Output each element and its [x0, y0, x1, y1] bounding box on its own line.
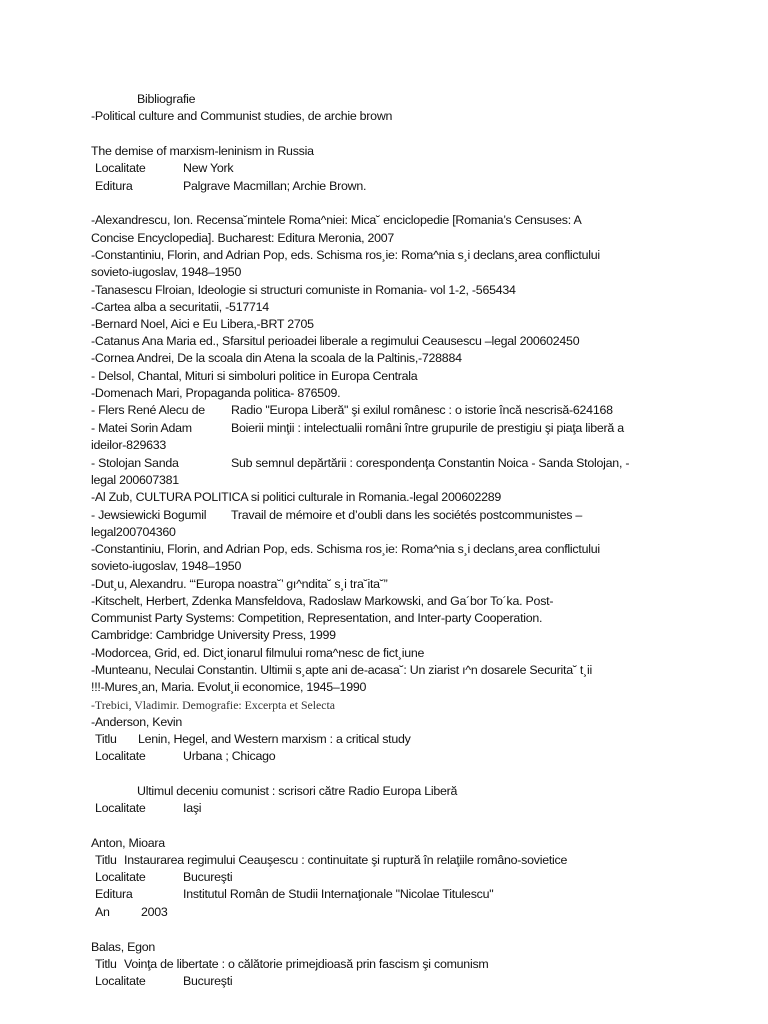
field-value: Institutul Român de Studii Internaţionale "Nicolae Titulescu"	[183, 887, 494, 901]
bib-line: sovieto-iugoslav, 1948–1950	[91, 265, 242, 279]
bib-line: -Anderson, Kevin	[91, 715, 183, 729]
bib-line: !!!-Mures¸an, Maria. Evolut¸ii economice, 1945–1990	[91, 680, 367, 694]
entry-author: - Stolojan Sanda	[91, 456, 179, 470]
bib-line: -Dut¸u, Alexandru. “‘Europa noastra˘’ gı^ndita˘ s¸i tra˘ita˘”	[91, 577, 388, 591]
bib-line: -Domenach Mari, Propaganda politica- 876509.	[91, 386, 341, 400]
page-title: Bibliografie	[137, 92, 196, 106]
bib-line: -Modorcea, Grid, ed. Dict¸ionarul filmului roma^nesc de fict¸iune	[91, 646, 425, 660]
bib-line: legal 200607381	[91, 473, 179, 487]
field-value: New York	[183, 161, 234, 175]
bib-line: -Trebici, Vladimir. Demografie: Excerpta et Selecta	[91, 698, 336, 712]
field-value: Iaşi	[183, 801, 202, 815]
field-label: Localitate	[95, 974, 146, 988]
bib-line: -Tanasescu Flroian, Ideologie si structuri comuniste in Romania- vol 1-2, -565434	[91, 283, 516, 297]
field-value: Bucureşti	[183, 870, 233, 884]
bib-line: -Constantiniu, Florin, and Adrian Pop, eds. Schisma ros¸ie: Roma^nia s¸i declans¸area conflictului	[91, 542, 600, 556]
bib-line: -Al Zub, CULTURA POLITICA si politici culturale in Romania.-legal 200602289	[91, 490, 502, 504]
bib-line: legal200704360	[91, 525, 176, 539]
field-label: Localitate	[95, 801, 146, 815]
field-value: Bucureşti	[183, 974, 233, 988]
bib-line: Anton, Mioara	[91, 836, 165, 850]
field-label: Localitate	[95, 870, 146, 884]
field-label: Titlu	[95, 957, 117, 971]
field-label: Localitate	[95, 749, 146, 763]
field-label: Localitate	[95, 161, 146, 175]
bib-line: -Munteanu, Neculai Constantin. Ultimii s¸apte ani de-acasa˘: Un ziarist ı^n dosarele Securita˘ t¸ii	[91, 663, 593, 677]
bib-line: Concise Encyclopedia]. Bucharest: Editura Meronia, 2007	[91, 231, 395, 245]
bib-line: Ultimul deceniu comunist : scrisori către Radio Europa Liberă	[137, 784, 458, 798]
field-value: Lenin, Hegel, and Western marxism : a critical study	[138, 732, 411, 746]
field-label: An	[95, 905, 110, 919]
bib-line: -Political culture and Communist studies, de archie brown	[91, 109, 393, 123]
field-label: Editura	[95, 179, 133, 193]
entry-title: Boierii minţii : intelectualii români între grupurile de prestigiu şi piaţa liberă a	[231, 421, 624, 435]
entry-author: - Jewsiewicki Bogumil	[91, 508, 207, 522]
field-label: Titlu	[95, 732, 117, 746]
bib-line: Cambridge: Cambridge University Press, 1999	[91, 628, 336, 642]
field-value: Urbana ; Chicago	[183, 749, 276, 763]
bib-line: Communist Party Systems: Competition, Representation, and Inter-party Cooperation.	[91, 611, 543, 625]
entry-title: Sub semnul depărtării : corespondenţa Constantin Noica - Sanda Stolojan, -	[231, 456, 630, 470]
bib-line: -Cartea alba a securitatii, -517714	[91, 300, 269, 314]
field-value: Voinţa de libertate : o călătorie primejdioasă prin fascism şi comunism	[124, 957, 489, 971]
bib-line: -Constantiniu, Florin, and Adrian Pop, eds. Schisma ros¸ie: Roma^nia s¸i declans¸area conflictului	[91, 248, 600, 262]
field-label: Editura	[95, 887, 133, 901]
entry-author: - Flers René Alecu de	[91, 403, 205, 417]
bib-line: -Alexandrescu, Ion. Recensa˘mintele Roma^niei: Mica˘ enciclopedie [Romania’s Censuses: A	[91, 213, 582, 227]
field-value: Instaurarea regimului Ceauşescu : continuitate şi ruptură în relaţiile româno-sovietice	[124, 853, 568, 867]
bib-line: -Bernard Noel, Aici e Eu Libera,-BRT 2705	[91, 317, 314, 331]
field-value: Palgrave Macmillan; Archie Brown.	[183, 179, 367, 193]
bib-line: ideilor-829633	[91, 438, 167, 452]
field-label: Titlu	[95, 853, 117, 867]
bib-line: - Delsol, Chantal, Mituri si simboluri politice in Europa Centrala	[91, 369, 418, 383]
bib-line: -Cornea Andrei, De la scoala din Atena la scoala de la Paltinis,-728884	[91, 351, 462, 365]
bib-line: -Kitschelt, Herbert, Zdenka Mansfeldova, Radoslaw Markowski, and Ga´bor To´ka. Post-	[91, 594, 554, 608]
bib-line: Balas, Egon	[91, 940, 156, 954]
entry-author: - Matei Sorin Adam	[91, 421, 192, 435]
entry-title: Radio "Europa Liberă" şi exilul românesc : o istorie încă nescrisă-624168	[231, 403, 613, 417]
bib-line: -Catanus Ana Maria ed., Sfarsitul perioadei liberale a regimului Ceausescu –legal 200602450	[91, 334, 580, 348]
field-value: 2003	[141, 905, 168, 919]
entry-title: Travail de mémoire et d’oubli dans les sociétés postcommunistes –	[231, 508, 583, 522]
bib-line: The demise of marxism-leninism in Russia	[91, 144, 314, 158]
bib-line: sovieto-iugoslav, 1948–1950	[91, 559, 242, 573]
